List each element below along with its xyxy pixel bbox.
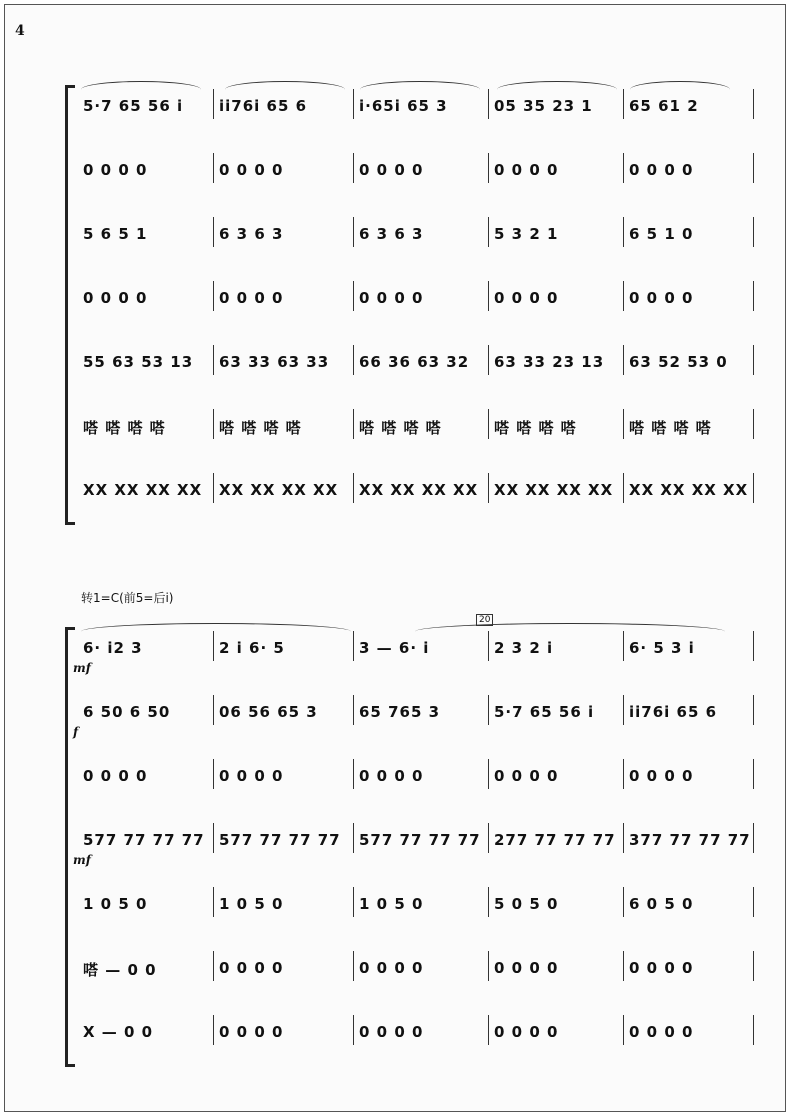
barline — [488, 217, 489, 247]
notation-text: 5·7 65 56 i — [83, 97, 184, 115]
measure — [79, 157, 215, 191]
barline — [488, 759, 489, 789]
barline — [488, 281, 489, 311]
measure — [625, 349, 755, 383]
barline — [753, 759, 754, 789]
measure — [490, 157, 625, 191]
notation-text: 0 0 0 0 — [629, 161, 694, 179]
notation-text: 0 0 0 0 — [494, 959, 559, 977]
notation-text: 嗒 嗒 嗒 嗒 — [83, 419, 166, 437]
barline — [353, 1015, 354, 1045]
system-1 — [65, 85, 755, 525]
system-2 — [65, 627, 755, 1067]
measure — [355, 285, 490, 319]
notation-text: 0 0 0 0 — [629, 289, 694, 307]
measure — [215, 93, 355, 127]
staff-row — [65, 349, 755, 383]
staff-row — [65, 477, 755, 511]
notation-text: 277 77 77 77 — [494, 831, 616, 849]
barline — [353, 281, 354, 311]
barline — [353, 345, 354, 375]
notation-text: 嗒 — 0 0 — [83, 961, 157, 979]
measure — [490, 413, 625, 447]
barline — [353, 89, 354, 119]
measure — [625, 477, 755, 511]
measure — [79, 763, 215, 797]
notation-text: 55 63 53 13 — [83, 353, 194, 371]
measure — [79, 1019, 215, 1053]
barline — [213, 695, 214, 725]
measure — [79, 955, 215, 989]
barline — [623, 217, 624, 247]
notation-text: 6 0 5 0 — [629, 895, 694, 913]
staff-row — [65, 157, 755, 191]
barline — [623, 695, 624, 725]
notation-text: 65 765 3 — [359, 703, 441, 721]
notation-text: ii76i 65 6 — [629, 703, 718, 721]
measure — [79, 285, 215, 319]
barline — [753, 823, 754, 853]
barline — [213, 345, 214, 375]
key-change-marking: 转1=C(前5=后i) — [81, 591, 174, 605]
barline — [623, 823, 624, 853]
measure — [355, 157, 490, 191]
measure — [215, 413, 355, 447]
notation-text: 3 — 6· i — [359, 639, 430, 657]
measure — [355, 955, 490, 989]
measure — [625, 285, 755, 319]
notation-text: 0 0 0 0 — [359, 767, 424, 785]
barline — [623, 409, 624, 439]
barline — [213, 1015, 214, 1045]
barline — [623, 759, 624, 789]
barline — [488, 951, 489, 981]
measure — [355, 1019, 490, 1053]
measure — [79, 827, 215, 861]
notation-text: 0 0 0 0 — [219, 1023, 284, 1041]
barline — [213, 631, 214, 661]
notation-text: 2 3 2 i — [494, 639, 554, 657]
staff-row — [65, 955, 755, 989]
notation-text: 63 52 53 0 — [629, 353, 728, 371]
measure — [355, 413, 490, 447]
notation-text: XX XX XX XX — [83, 481, 203, 499]
notation-text: 0 0 0 0 — [494, 289, 559, 307]
barline — [623, 631, 624, 661]
staff-row — [65, 1019, 755, 1053]
notation-text: 2 i 6· 5 — [219, 639, 285, 657]
barline — [623, 473, 624, 503]
barline — [488, 887, 489, 917]
barline — [353, 823, 354, 853]
notation-text: 0 0 0 0 — [219, 767, 284, 785]
measure — [625, 221, 755, 255]
measure — [625, 763, 755, 797]
notation-text: 65 61 2 — [629, 97, 699, 115]
notation-text: 0 0 0 0 — [219, 289, 284, 307]
notation-text: 嗒 嗒 嗒 嗒 — [494, 419, 577, 437]
barline — [213, 153, 214, 183]
staff-row — [65, 285, 755, 319]
notation-text: 577 77 77 77 — [359, 831, 481, 849]
measure — [215, 285, 355, 319]
barline — [753, 281, 754, 311]
barline — [488, 823, 489, 853]
measure — [625, 1019, 755, 1053]
barline — [213, 887, 214, 917]
measure — [215, 635, 355, 669]
notation-text: XX XX XX XX — [219, 481, 339, 499]
barline — [753, 153, 754, 183]
measure — [625, 827, 755, 861]
notation-text: 嗒 嗒 嗒 嗒 — [359, 419, 442, 437]
measure — [215, 827, 355, 861]
measure — [625, 93, 755, 127]
measure — [490, 699, 625, 733]
rehearsal-mark: 20 — [476, 614, 493, 626]
notation-text: 577 77 77 77 — [219, 831, 341, 849]
staff-row — [65, 699, 755, 739]
barline — [353, 631, 354, 661]
barline — [213, 823, 214, 853]
barline — [488, 345, 489, 375]
barline — [488, 89, 489, 119]
dynamic-marking: mf — [73, 853, 91, 867]
barline — [623, 89, 624, 119]
notation-text: 0 0 0 0 — [494, 161, 559, 179]
barline — [213, 89, 214, 119]
measure — [490, 285, 625, 319]
notation-text: 6 3 6 3 — [219, 225, 284, 243]
measure — [215, 477, 355, 511]
barline — [623, 345, 624, 375]
measure — [79, 891, 215, 925]
barline — [488, 473, 489, 503]
notation-text: 6 50 6 50 — [83, 703, 171, 721]
barline — [353, 887, 354, 917]
measure — [215, 157, 355, 191]
barline — [753, 1015, 754, 1045]
barline — [353, 473, 354, 503]
notation-text: 06 56 65 3 — [219, 703, 318, 721]
notation-text: 0 0 0 0 — [83, 289, 148, 307]
measure — [490, 221, 625, 255]
notation-text: 0 0 0 0 — [494, 1023, 559, 1041]
measure — [79, 699, 215, 733]
measure — [490, 827, 625, 861]
barline — [213, 217, 214, 247]
notation-text: 0 0 0 0 — [83, 767, 148, 785]
staff-row — [65, 763, 755, 797]
measure — [490, 891, 625, 925]
notation-text: 1 0 5 0 — [83, 895, 148, 913]
notation-text: 6 3 6 3 — [359, 225, 424, 243]
notation-text: 5 3 2 1 — [494, 225, 559, 243]
notation-text: 66 36 63 32 — [359, 353, 470, 371]
measure — [355, 93, 490, 127]
barline — [488, 409, 489, 439]
barline — [753, 951, 754, 981]
page-number: 4 — [15, 23, 25, 39]
barline — [753, 89, 754, 119]
barline — [213, 281, 214, 311]
barline — [213, 951, 214, 981]
measure — [79, 635, 215, 669]
measure — [355, 349, 490, 383]
notation-text: 377 77 77 77 — [629, 831, 751, 849]
dynamic-marking: mf — [73, 661, 91, 675]
barline — [623, 951, 624, 981]
barline — [213, 409, 214, 439]
measure — [215, 221, 355, 255]
measure — [355, 635, 490, 669]
notation-text: XX XX XX XX — [359, 481, 479, 499]
measure — [625, 413, 755, 447]
barline — [488, 631, 489, 661]
barline — [753, 695, 754, 725]
barline — [753, 409, 754, 439]
notation-text: 5 6 5 1 — [83, 225, 148, 243]
measure — [215, 763, 355, 797]
notation-text: 0 0 0 0 — [359, 161, 424, 179]
barline — [623, 887, 624, 917]
notation-text: XX XX XX XX — [494, 481, 614, 499]
staff-row — [65, 635, 755, 675]
notation-text: 嗒 嗒 嗒 嗒 — [219, 419, 302, 437]
barline — [623, 281, 624, 311]
measure — [355, 221, 490, 255]
measure — [215, 955, 355, 989]
notation-text: 63 33 23 13 — [494, 353, 605, 371]
staff-row — [65, 891, 755, 925]
barline — [353, 759, 354, 789]
measure — [625, 955, 755, 989]
measure — [79, 93, 215, 127]
measure — [79, 477, 215, 511]
notation-text: 0 0 0 0 — [494, 767, 559, 785]
measure — [490, 955, 625, 989]
notation-text: 6· 5 3 i — [629, 639, 695, 657]
notation-text: 0 0 0 0 — [359, 1023, 424, 1041]
barline — [753, 887, 754, 917]
barline — [488, 153, 489, 183]
barline — [353, 951, 354, 981]
notation-text: 嗒 嗒 嗒 嗒 — [629, 419, 712, 437]
measure — [490, 477, 625, 511]
notation-text: 5 0 5 0 — [494, 895, 559, 913]
measure — [355, 699, 490, 733]
barline — [623, 153, 624, 183]
measure — [490, 93, 625, 127]
measure — [79, 221, 215, 255]
barline — [753, 631, 754, 661]
barline — [753, 473, 754, 503]
notation-text: X — 0 0 — [83, 1023, 154, 1041]
notation-text: 0 0 0 0 — [359, 959, 424, 977]
notation-text: 0 0 0 0 — [629, 1023, 694, 1041]
measure — [79, 349, 215, 383]
measure — [625, 891, 755, 925]
barline — [488, 695, 489, 725]
notation-text: 0 0 0 0 — [359, 289, 424, 307]
measure — [490, 763, 625, 797]
barline — [353, 217, 354, 247]
barline — [488, 1015, 489, 1045]
barline — [353, 409, 354, 439]
barline — [353, 695, 354, 725]
barline — [753, 345, 754, 375]
measure — [490, 635, 625, 669]
notation-text: 6· i2 3 — [83, 639, 143, 657]
notation-text: ii76i 65 6 — [219, 97, 308, 115]
measure — [215, 699, 355, 733]
measure — [625, 157, 755, 191]
notation-text: i·65i 65 3 — [359, 97, 448, 115]
measure — [490, 349, 625, 383]
notation-text: 1 0 5 0 — [359, 895, 424, 913]
notation-text: 63 33 63 33 — [219, 353, 330, 371]
measure — [79, 413, 215, 447]
barline — [753, 217, 754, 247]
measure — [625, 699, 755, 733]
measure — [355, 477, 490, 511]
notation-text: 5·7 65 56 i — [494, 703, 595, 721]
measure — [355, 827, 490, 861]
notation-text: 6 5 1 0 — [629, 225, 694, 243]
staff-row — [65, 221, 755, 255]
measure — [355, 891, 490, 925]
notation-text: 05 35 23 1 — [494, 97, 593, 115]
dynamic-marking: f — [73, 725, 79, 739]
notation-text: 1 0 5 0 — [219, 895, 284, 913]
barline — [623, 1015, 624, 1045]
staff-row — [65, 413, 755, 447]
notation-text: 0 0 0 0 — [219, 161, 284, 179]
measure — [215, 349, 355, 383]
measure — [215, 1019, 355, 1053]
notation-text: 577 77 77 77 — [83, 831, 205, 849]
notation-text: 0 0 0 0 — [83, 161, 148, 179]
measure — [355, 763, 490, 797]
staff-row — [65, 93, 755, 127]
staff-row — [65, 827, 755, 867]
measure — [490, 1019, 625, 1053]
measure — [215, 891, 355, 925]
notation-text: 0 0 0 0 — [219, 959, 284, 977]
notation-text: 0 0 0 0 — [629, 959, 694, 977]
notation-text: XX XX XX XX — [629, 481, 749, 499]
barline — [213, 473, 214, 503]
notation-text: 0 0 0 0 — [629, 767, 694, 785]
barline — [213, 759, 214, 789]
measure — [625, 635, 755, 669]
barline — [353, 153, 354, 183]
score-page — [4, 4, 786, 1112]
